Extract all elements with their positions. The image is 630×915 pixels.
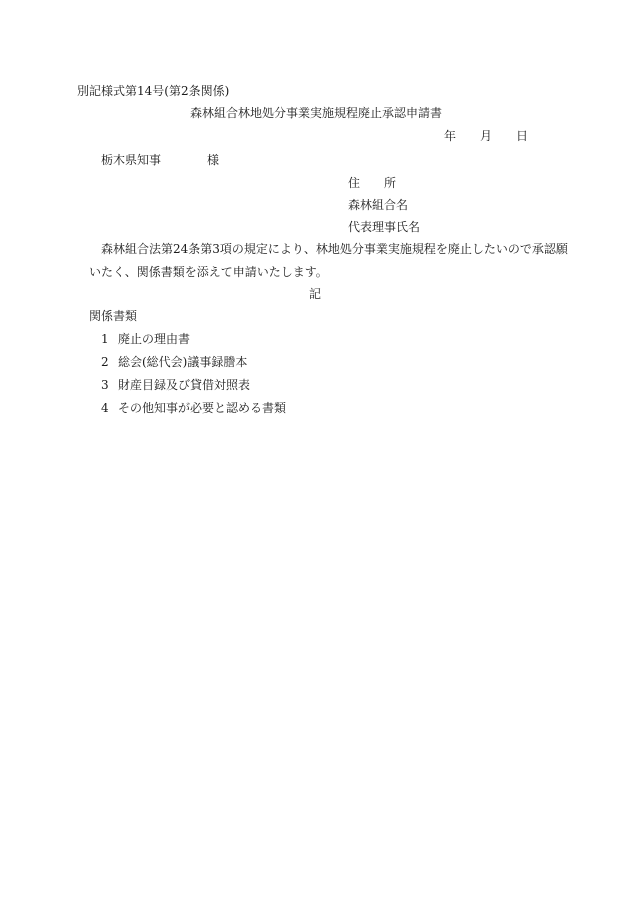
body-text-line-1: 森林組合法第24条第3項の規定により、林地処分事業実施規程を廃止したいので承認願 [101,242,568,256]
applicant-address-label: 住 所 [348,176,397,190]
list-item-number: 4 [101,401,109,415]
list-item-text: 総会(総代会)議事録謄本 [118,355,248,369]
applicant-rep-label: 代表理事氏名 [348,220,421,234]
list-item-text: 財産目録及び貸借対照表 [118,378,251,392]
list-item-number: 1 [101,332,109,346]
document-title: 森林組合林地処分事業実施規程廃止承認申請書 [190,106,443,120]
ki-heading: 記 [309,287,322,301]
addressee-honorific: 様 [207,153,220,167]
date-year: 年 [444,129,457,143]
attachments-heading: 関係書類 [89,309,138,323]
applicant-org-label: 森林組合名 [348,198,409,212]
list-item-text: 廃止の理由書 [118,332,191,346]
form-number: 別記様式第14号(第2条関係) [77,84,230,98]
addressee-name: 栃木県知事 [101,153,162,167]
date-month: 月 [480,129,493,143]
date-day: 日 [516,129,529,143]
body-text-line-2: いたく、関係書類を添えて申請いたします。 [89,265,328,279]
list-item-number: 2 [101,355,109,369]
list-item-number: 3 [101,378,109,392]
list-item-text: その他知事が必要と認める書類 [118,401,287,415]
